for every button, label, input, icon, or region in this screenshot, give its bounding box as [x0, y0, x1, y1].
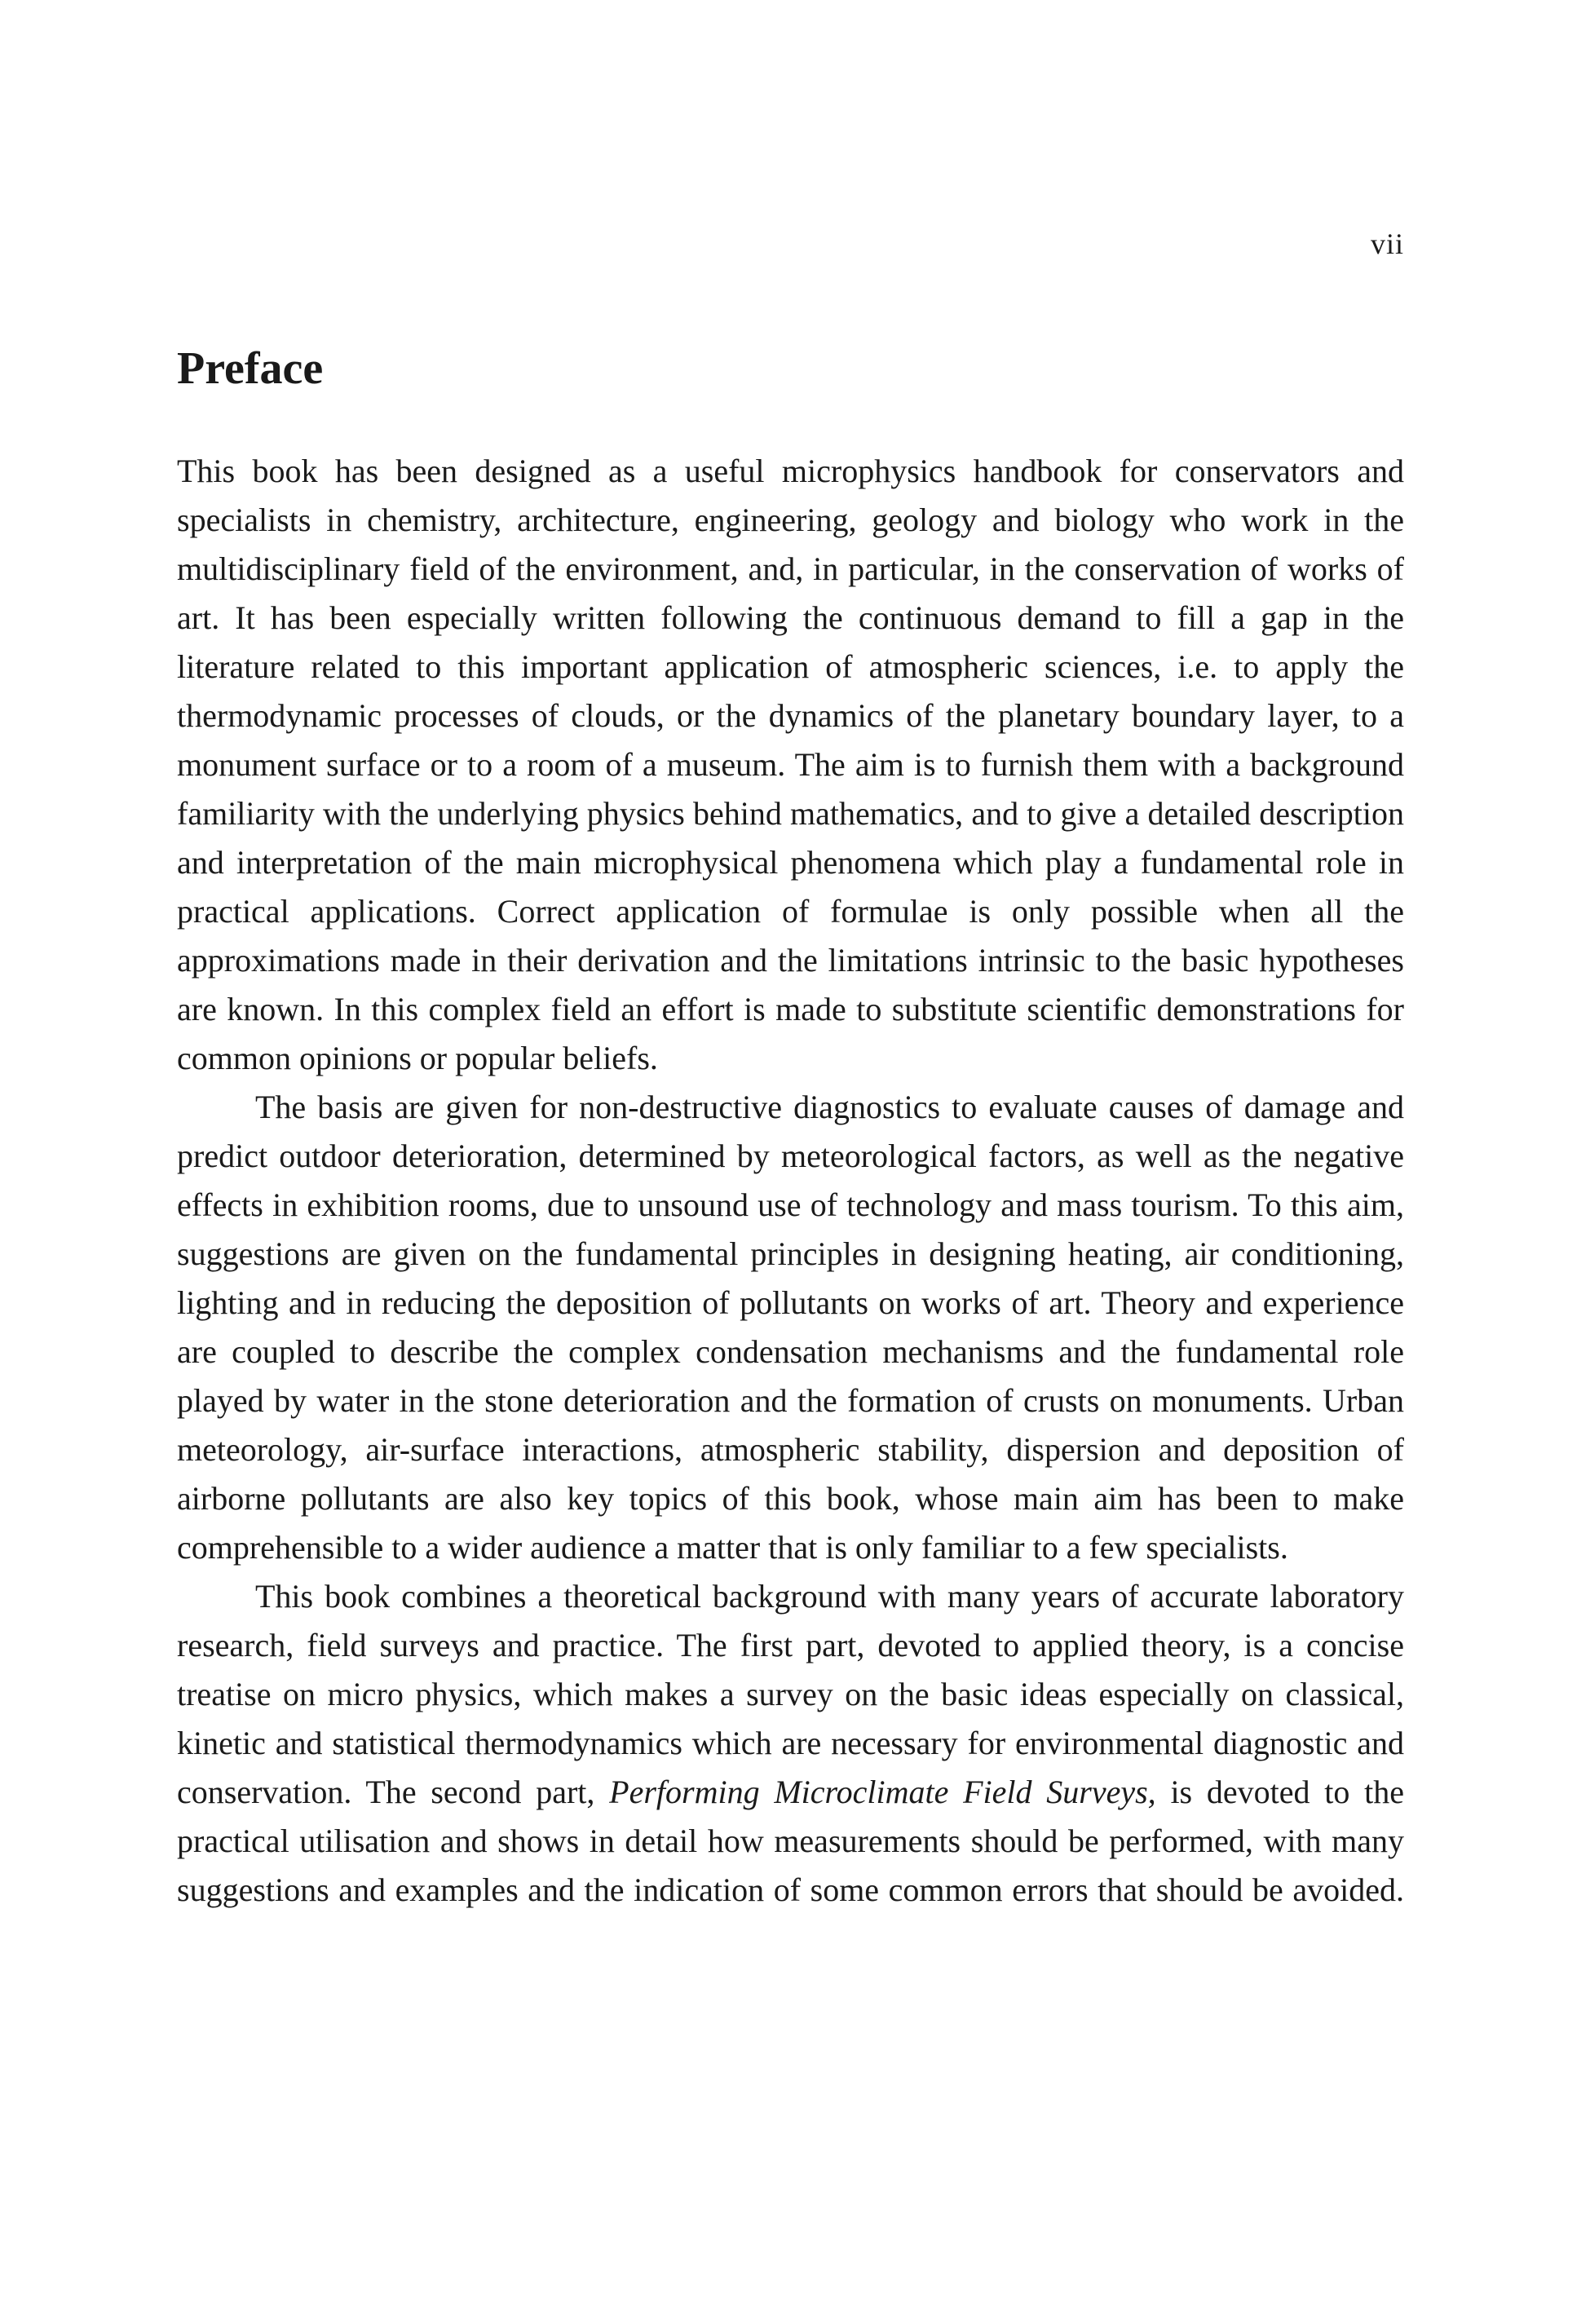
paragraph-3-text-start: This book combines a theoretical background with many years of accurate laboratory research, field surveys and practice. The first part, devoted to applied theory, is a concise treatise on micro physics, which makes a survey on the basic ideas especially on classical, kinetic and statistical thermodynamics which are necessary for environmental diagnostic and conservation. The second part, — [177, 1578, 1404, 1810]
paragraph-2: The basis are given for non-destructive diagnostics to evaluate causes of damage and predict outdoor deterioration, determined by meteorological factors, as well as the negative effects in exhibition rooms, due to unsound use of technology and mass tourism. To this aim, suggestions are given on the fundamental principles in designing heating, air conditioning, lighting and in reducing the deposition of pollutants on works of art. Theory and experience are coupled to describe the complex condensation mechanisms and the fundamental role played by water in the stone deterioration and the formation of crusts on monuments. Urban meteorology, air-surface interactions, atmospheric stability, dispersion and deposition of airborne pollutants are also key topics of this book, whose main aim has been to make comprehensible to a wider audience a matter that is only familiar to a few specialists. — [177, 1089, 1404, 1566]
paragraph-3 — [177, 1572, 1404, 1915]
paragraph-1: This book has been designed as a useful microphysics handbook for conservators and specialists in chemistry, architecture, engineering, geology and biology who work in the multidisciplinary field of the environment, and, in particular, in the conservation of works of art. It has been especially written following the continuous demand to fill a gap in the literature related to this important application of atmospheric sciences, i.e. to apply the thermodynamic processes of clouds, or the dynamics of the planetary boundary layer, to a monument surface or to a room of a museum. The aim is to furnish them with a background familiarity with the underlying physics behind mathematics, and to give a detailed description and interpretation of the main microphysical phenomena which play a fundamental role in practical applications. Correct application of formulae is only possible when all the approximations made in their derivation and the limitations intrinsic to the basic hypotheses are known. In this complex field an effort is made to substitute scientific demonstrations for common opinions or popular beliefs. — [177, 453, 1404, 1076]
paragraph-3-text-end: is devoted to the practical utilisation and shows in detail how measurements should be performed, with many suggestions and examples and the indication of some common errors that should be avoided. — [177, 1774, 1405, 1908]
body-text — [177, 447, 1404, 1915]
page-number: vii — [1370, 228, 1404, 260]
chapter-title: Preface — [177, 343, 324, 394]
section-title-reference: Performing Microclimate Field Surveys, — [609, 1774, 1156, 1810]
